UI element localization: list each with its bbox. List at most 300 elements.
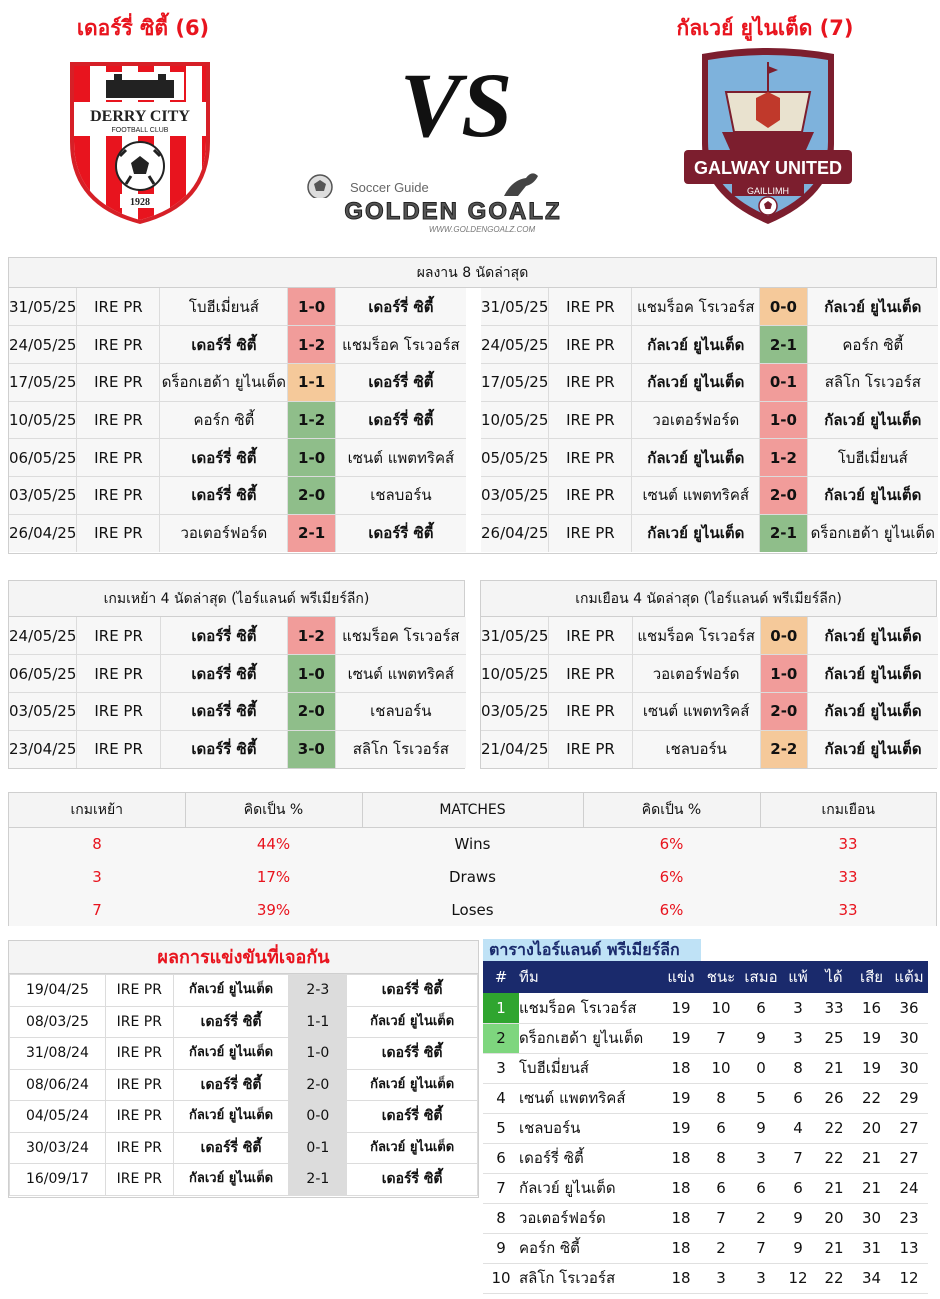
match-date: 21/04/25 — [481, 730, 549, 768]
head-to-head-panel — [8, 940, 479, 1198]
league-team: กัลเวย์ ยูไนเต็ด — [519, 1173, 661, 1203]
away-last-4-table — [481, 617, 938, 768]
match-date: 31/08/24 — [10, 1038, 106, 1070]
league-row — [483, 1113, 928, 1143]
league-goals-for: 21 — [815, 1233, 853, 1263]
league-position: 4 — [483, 1083, 519, 1113]
home-last-8-row — [9, 439, 466, 477]
away-last-8-row — [481, 476, 938, 514]
away-team: เซนต์ แพตทริคส์ — [335, 655, 466, 693]
league-won: 8 — [701, 1083, 741, 1113]
league-drawn: 9 — [741, 1113, 781, 1143]
away-team: คอร์ก ซิตี้ — [807, 326, 938, 364]
match-date: 05/05/25 — [481, 439, 549, 477]
score: 1-1 — [288, 363, 335, 401]
score: 1-0 — [288, 288, 335, 326]
competition: IRE PR — [77, 363, 160, 401]
match-date: 10/05/25 — [9, 401, 77, 439]
away-team: โบฮีเมี่ยนส์ — [807, 439, 938, 477]
away-team: เดอร์รี่ ซิตี้ — [347, 1164, 478, 1196]
home-team: กัลเวย์ ยูไนเต็ด — [632, 514, 760, 552]
league-points: 23 — [890, 1203, 928, 1233]
league-row — [483, 993, 928, 1023]
competition: IRE PR — [105, 1164, 173, 1196]
league-team: ดร็อกเฮด้า ยูไนเต็ด — [519, 1023, 661, 1053]
league-goals-against: 21 — [853, 1173, 890, 1203]
home-team: เดอร์รี่ ซิตี้ — [160, 617, 287, 655]
summary-label: Draws — [362, 860, 583, 893]
away-team: กัลเวย์ ยูไนเต็ด — [808, 617, 938, 655]
competition: IRE PR — [77, 655, 161, 693]
league-goals-against: 22 — [853, 1083, 890, 1113]
away-team: เดอร์รี่ ซิตี้ — [347, 1038, 478, 1070]
competition: IRE PR — [549, 326, 632, 364]
league-won: 8 — [701, 1143, 741, 1173]
home-last-8-row — [9, 363, 466, 401]
match-date: 03/05/25 — [481, 692, 549, 730]
league-row — [483, 1023, 928, 1053]
summary-header: เกมเหย้า — [9, 793, 185, 827]
away-team: กัลเวย์ ยูไนเต็ด — [807, 288, 938, 326]
head-to-head-title: ผลการแข่งขันที่เจอกัน — [9, 941, 478, 974]
score: 1-2 — [287, 617, 335, 655]
home-team: กัลเวย์ ยูไนเต็ด — [173, 975, 289, 1007]
home-team: กัลเวย์ ยูไนเต็ด — [173, 1164, 289, 1196]
away-last-8-row — [481, 401, 938, 439]
league-drawn: 0 — [741, 1053, 781, 1083]
away-team: กัลเวย์ ยูไนเต็ด — [807, 476, 938, 514]
svg-text:VS: VS — [399, 54, 513, 156]
score: 0-0 — [760, 288, 807, 326]
competition: IRE PR — [549, 655, 632, 693]
league-played: 18 — [661, 1263, 701, 1293]
away-team: เดอร์รี่ ซิตี้ — [335, 363, 466, 401]
league-position: 6 — [483, 1143, 519, 1173]
summary-label: Loses — [362, 893, 583, 926]
home-team: เซนต์ แพตทริคส์ — [632, 692, 760, 730]
match-date: 31/05/25 — [9, 288, 77, 326]
competition: IRE PR — [549, 692, 632, 730]
away-last-4-row — [481, 617, 938, 655]
league-row — [483, 1053, 928, 1083]
svg-text:GOLDEN GOALZ: GOLDEN GOALZ — [344, 198, 562, 225]
league-row — [483, 1263, 928, 1293]
score: 1-0 — [760, 655, 808, 693]
league-points: 12 — [890, 1263, 928, 1293]
score: 0-0 — [289, 1101, 347, 1133]
league-position: 7 — [483, 1173, 519, 1203]
home-team: กัลเวย์ ยูไนเต็ด — [632, 326, 760, 364]
away-last-8-row — [481, 514, 938, 552]
score: 3-0 — [287, 730, 335, 768]
league-header: แต้ม — [890, 961, 928, 993]
league-header: เสมอ — [741, 961, 781, 993]
league-goals-against: 21 — [853, 1143, 890, 1173]
match-date: 10/05/25 — [481, 401, 549, 439]
away-team: เดอร์รี่ ซิตี้ — [335, 288, 466, 326]
competition: IRE PR — [549, 476, 632, 514]
score: 2-0 — [289, 1069, 347, 1101]
league-lost: 4 — [781, 1113, 815, 1143]
competition: IRE PR — [77, 514, 160, 552]
home-last-8-row — [9, 326, 466, 364]
summary-home: 8 — [9, 827, 185, 860]
away-team: ดร็อกเฮด้า ยูไนเต็ด — [807, 514, 938, 552]
league-goals-against: 31 — [853, 1233, 890, 1263]
match-date: 03/05/25 — [481, 476, 549, 514]
head-to-head-row — [10, 1069, 478, 1101]
competition: IRE PR — [77, 401, 160, 439]
league-points: 36 — [890, 993, 928, 1023]
away-last-8-row — [481, 363, 938, 401]
last-8-results-panel — [8, 257, 937, 554]
match-date: 19/04/25 — [10, 975, 106, 1007]
svg-text:1928: 1928 — [130, 197, 150, 208]
match-date: 10/05/25 — [481, 655, 549, 693]
away-team: แชมร็อค โรเวอร์ส — [335, 617, 466, 655]
competition: IRE PR — [105, 1069, 173, 1101]
league-played: 18 — [661, 1143, 701, 1173]
competition: IRE PR — [77, 326, 160, 364]
match-date: 31/05/25 — [481, 288, 549, 326]
score: 0-1 — [289, 1132, 347, 1164]
summary-home-pct: 39% — [185, 893, 362, 926]
score: 1-0 — [288, 439, 335, 477]
league-lost: 7 — [781, 1143, 815, 1173]
svg-text:GAILLIMH: GAILLIMH — [746, 186, 790, 196]
league-goals-for: 26 — [815, 1083, 853, 1113]
league-position: 3 — [483, 1053, 519, 1083]
match-date: 24/05/25 — [9, 326, 77, 364]
summary-panel — [8, 792, 937, 926]
home-last-4-table — [9, 617, 466, 768]
match-date: 08/03/25 — [10, 1006, 106, 1038]
league-drawn: 2 — [741, 1203, 781, 1233]
league-header: เสีย — [853, 961, 890, 993]
league-goals-against: 20 — [853, 1113, 890, 1143]
league-goals-for: 22 — [815, 1143, 853, 1173]
away-last-4-row — [481, 655, 938, 693]
league-played: 18 — [661, 1203, 701, 1233]
score: 2-2 — [760, 730, 808, 768]
head-to-head-row — [10, 1164, 478, 1196]
score: 1-2 — [288, 326, 335, 364]
league-points: 29 — [890, 1083, 928, 1113]
summary-home-pct: 44% — [185, 827, 362, 860]
home-team: วอเตอร์ฟอร์ด — [632, 401, 760, 439]
league-drawn: 9 — [741, 1023, 781, 1053]
away-team: กัลเวย์ ยูไนเต็ด — [808, 655, 938, 693]
summary-row — [9, 827, 936, 860]
league-won: 6 — [701, 1173, 741, 1203]
league-drawn: 3 — [741, 1143, 781, 1173]
away-last-4-panel — [480, 580, 937, 769]
league-goals-for: 21 — [815, 1053, 853, 1083]
match-date: 04/05/24 — [10, 1101, 106, 1133]
home-team: เดอร์รี่ ซิตี้ — [160, 655, 287, 693]
match-date: 17/05/25 — [481, 363, 549, 401]
home-team: วอเตอร์ฟอร์ด — [160, 514, 288, 552]
league-team: แชมร็อค โรเวอร์ส — [519, 993, 661, 1023]
summary-row — [9, 860, 936, 893]
away-team: กัลเวย์ ยูไนเต็ด — [347, 1006, 478, 1038]
score: 1-0 — [760, 401, 807, 439]
home-team: เดอร์รี่ ซิตี้ — [160, 476, 288, 514]
away-team: เซนต์ แพตทริคส์ — [335, 439, 466, 477]
score: 1-0 — [287, 655, 335, 693]
away-team: กัลเวย์ ยูไนเต็ด — [347, 1132, 478, 1164]
league-position: 1 — [483, 993, 519, 1023]
summary-header: เกมเยือน — [760, 793, 936, 827]
score: 2-0 — [760, 476, 807, 514]
league-position: 5 — [483, 1113, 519, 1143]
league-played: 19 — [661, 993, 701, 1023]
home-team: คอร์ก ซิตี้ — [160, 401, 288, 439]
competition: IRE PR — [77, 730, 161, 768]
league-position: 9 — [483, 1233, 519, 1263]
league-lost: 12 — [781, 1263, 815, 1293]
competition: IRE PR — [549, 730, 632, 768]
competition: IRE PR — [105, 1101, 173, 1133]
league-played: 19 — [661, 1083, 701, 1113]
competition: IRE PR — [105, 1132, 173, 1164]
league-points: 24 — [890, 1173, 928, 1203]
home-last-4-row — [9, 692, 466, 730]
match-date: 24/05/25 — [481, 326, 549, 364]
match-date: 06/05/25 — [9, 439, 77, 477]
league-points: 27 — [890, 1143, 928, 1173]
score: 1-0 — [289, 1038, 347, 1070]
league-points: 13 — [890, 1233, 928, 1263]
home-team: ดร็อกเฮด้า ยูไนเต็ด — [160, 363, 288, 401]
away-team: เดอร์รี่ ซิตี้ — [347, 975, 478, 1007]
summary-away: 33 — [760, 893, 936, 926]
league-won: 3 — [701, 1263, 741, 1293]
home-last-4-row — [9, 730, 466, 768]
competition: IRE PR — [77, 288, 160, 326]
competition: IRE PR — [549, 514, 632, 552]
away-team: กัลเวย์ ยูไนเต็ด — [808, 730, 938, 768]
league-lost: 6 — [781, 1173, 815, 1203]
svg-text:DERRY CITY: DERRY CITY — [90, 108, 190, 125]
league-row — [483, 1173, 928, 1203]
league-won: 7 — [701, 1023, 741, 1053]
league-lost: 6 — [781, 1083, 815, 1113]
away-last-8-row — [481, 326, 938, 364]
home-last-8-row — [9, 401, 466, 439]
away-team-title: กัลเวย์ ยูไนเต็ด (7) — [676, 16, 854, 40]
svg-text:WWW.GOLDENGOALZ.COM: WWW.GOLDENGOALZ.COM — [428, 225, 536, 234]
league-won: 7 — [701, 1203, 741, 1233]
away-team-logo — [682, 46, 854, 230]
home-last-8-table — [9, 288, 466, 552]
league-goals-for: 20 — [815, 1203, 853, 1233]
league-team: โบฮีเมี่ยนส์ — [519, 1053, 661, 1083]
home-team-title: เดอร์รี่ ซิตี้ (6) — [76, 16, 210, 40]
league-header: แพ้ — [781, 961, 815, 993]
away-team: สลิโก โรเวอร์ส — [807, 363, 938, 401]
summary-away-pct: 6% — [583, 827, 760, 860]
league-goals-for: 33 — [815, 993, 853, 1023]
league-header: ชนะ — [701, 961, 741, 993]
away-last-4-row — [481, 730, 938, 768]
league-goals-against: 30 — [853, 1203, 890, 1233]
league-lost: 8 — [781, 1053, 815, 1083]
score: 0-1 — [760, 363, 807, 401]
league-goals-for: 21 — [815, 1173, 853, 1203]
home-team: เดอร์รี่ ซิตี้ — [160, 692, 287, 730]
last-8-title: ผลงาน 8 นัดล่าสุด — [9, 258, 936, 288]
home-last-8-row — [9, 514, 466, 552]
league-header: แข่ง — [661, 961, 701, 993]
away-last-4-row — [481, 692, 938, 730]
head-to-head-table — [9, 974, 478, 1196]
match-date: 08/06/24 — [10, 1069, 106, 1101]
home-team: กัลเวย์ ยูไนเต็ด — [632, 363, 760, 401]
away-last-4-title: เกมเยือน 4 นัดล่าสุด (ไอร์แลนด์ พรีเมียร์ลีก) — [481, 581, 936, 617]
competition: IRE PR — [77, 476, 160, 514]
summary-label: Wins — [362, 827, 583, 860]
svg-text:GALWAY UNITED: GALWAY UNITED — [693, 158, 843, 178]
home-team: เดอร์รี่ ซิตี้ — [173, 1069, 289, 1101]
league-position: 10 — [483, 1263, 519, 1293]
away-last-8-row — [481, 439, 938, 477]
league-won: 6 — [701, 1113, 741, 1143]
score: 1-2 — [760, 439, 807, 477]
match-date: 03/05/25 — [9, 692, 77, 730]
league-team: เดอร์รี่ ซิตี้ — [519, 1143, 661, 1173]
golden-goalz-logo — [286, 166, 620, 236]
away-team: เชลบอร์น — [335, 692, 466, 730]
competition: IRE PR — [105, 975, 173, 1007]
competition: IRE PR — [549, 401, 632, 439]
summary-home-pct: 17% — [185, 860, 362, 893]
away-team: เดอร์รี่ ซิตี้ — [335, 401, 466, 439]
league-lost: 3 — [781, 1023, 815, 1053]
league-won: 2 — [701, 1233, 741, 1263]
league-goals-for: 22 — [815, 1113, 853, 1143]
league-header: ได้ — [815, 961, 853, 993]
home-team: กัลเวย์ ยูไนเต็ด — [173, 1038, 289, 1070]
league-goals-against: 16 — [853, 993, 890, 1023]
head-to-head-row — [10, 1006, 478, 1038]
league-drawn: 6 — [741, 993, 781, 1023]
away-team: แชมร็อค โรเวอร์ส — [335, 326, 466, 364]
summary-away: 33 — [760, 860, 936, 893]
home-team: เดอร์รี่ ซิตี้ — [173, 1006, 289, 1038]
league-position: 2 — [483, 1023, 519, 1053]
league-header: ทีม — [519, 961, 661, 993]
summary-row — [9, 893, 936, 926]
competition: IRE PR — [77, 692, 161, 730]
league-team: เชลบอร์น — [519, 1113, 661, 1143]
competition: IRE PR — [549, 439, 632, 477]
head-to-head-row — [10, 975, 478, 1007]
home-last-4-panel — [8, 580, 465, 769]
league-played: 18 — [661, 1233, 701, 1263]
home-team: กัลเวย์ ยูไนเต็ด — [173, 1101, 289, 1133]
league-row — [483, 1143, 928, 1173]
home-team: เดอร์รี่ ซิตี้ — [160, 730, 287, 768]
home-team: แชมร็อค โรเวอร์ส — [632, 617, 760, 655]
league-row — [483, 1233, 928, 1263]
away-team: กัลเวย์ ยูไนเต็ด — [808, 692, 938, 730]
league-team: เซนต์ แพตทริคส์ — [519, 1083, 661, 1113]
competition: IRE PR — [549, 617, 632, 655]
league-row — [483, 1203, 928, 1233]
score: 2-0 — [288, 476, 335, 514]
league-played: 19 — [661, 1023, 701, 1053]
league-points: 30 — [890, 1023, 928, 1053]
league-points: 27 — [890, 1113, 928, 1143]
competition: IRE PR — [105, 1038, 173, 1070]
summary-header: คิดเป็น % — [583, 793, 760, 827]
home-last-8-row — [9, 476, 466, 514]
home-team: เดอร์รี่ ซิตี้ — [173, 1132, 289, 1164]
league-played: 19 — [661, 1113, 701, 1143]
away-team: กัลเวย์ ยูไนเต็ด — [347, 1069, 478, 1101]
league-played: 18 — [661, 1053, 701, 1083]
match-date: 03/05/25 — [9, 476, 77, 514]
league-goals-against: 19 — [853, 1023, 890, 1053]
match-date: 31/05/25 — [481, 617, 549, 655]
competition: IRE PR — [549, 288, 632, 326]
summary-home: 3 — [9, 860, 185, 893]
league-lost: 9 — [781, 1233, 815, 1263]
league-drawn: 6 — [741, 1173, 781, 1203]
away-team: กัลเวย์ ยูไนเต็ด — [807, 401, 938, 439]
summary-away: 33 — [760, 827, 936, 860]
vs-label — [399, 54, 513, 156]
league-lost: 9 — [781, 1203, 815, 1233]
score: 2-1 — [289, 1164, 347, 1196]
home-last-4-row — [9, 655, 466, 693]
head-to-head-row — [10, 1132, 478, 1164]
league-team: วอเตอร์ฟอร์ด — [519, 1203, 661, 1233]
summary-header: MATCHES — [362, 793, 583, 827]
league-goals-for: 22 — [815, 1263, 853, 1293]
league-points: 30 — [890, 1053, 928, 1083]
home-team: เดอร์รี่ ซิตี้ — [160, 439, 288, 477]
head-to-head-row — [10, 1101, 478, 1133]
away-team: เดอร์รี่ ซิตี้ — [347, 1101, 478, 1133]
league-goals-against: 19 — [853, 1053, 890, 1083]
home-last-4-title: เกมเหย้า 4 นัดล่าสุด (ไอร์แลนด์ พรีเมียร์ลีก) — [9, 581, 464, 617]
away-team: เชลบอร์น — [335, 476, 466, 514]
score: 2-1 — [760, 514, 807, 552]
match-date: 26/04/25 — [481, 514, 549, 552]
summary-home: 7 — [9, 893, 185, 926]
away-last-8-table — [481, 288, 938, 552]
league-row — [483, 1083, 928, 1113]
head-to-head-row — [10, 1038, 478, 1070]
competition: IRE PR — [77, 617, 161, 655]
home-team: เชลบอร์น — [632, 730, 760, 768]
score: 1-1 — [289, 1006, 347, 1038]
league-drawn: 7 — [741, 1233, 781, 1263]
home-team: เซนต์ แพตทริคส์ — [632, 476, 760, 514]
league-drawn: 5 — [741, 1083, 781, 1113]
summary-away-pct: 6% — [583, 893, 760, 926]
league-won: 10 — [701, 1053, 741, 1083]
league-table-title: ตารางไอร์แลนด์ พรีเมียร์ลีก — [483, 939, 701, 961]
league-lost: 3 — [781, 993, 815, 1023]
home-team: กัลเวย์ ยูไนเต็ด — [632, 439, 760, 477]
home-team: โบฮีเมี่ยนส์ — [160, 288, 288, 326]
match-date: 23/04/25 — [9, 730, 77, 768]
league-drawn: 3 — [741, 1263, 781, 1293]
match-date: 06/05/25 — [9, 655, 77, 693]
